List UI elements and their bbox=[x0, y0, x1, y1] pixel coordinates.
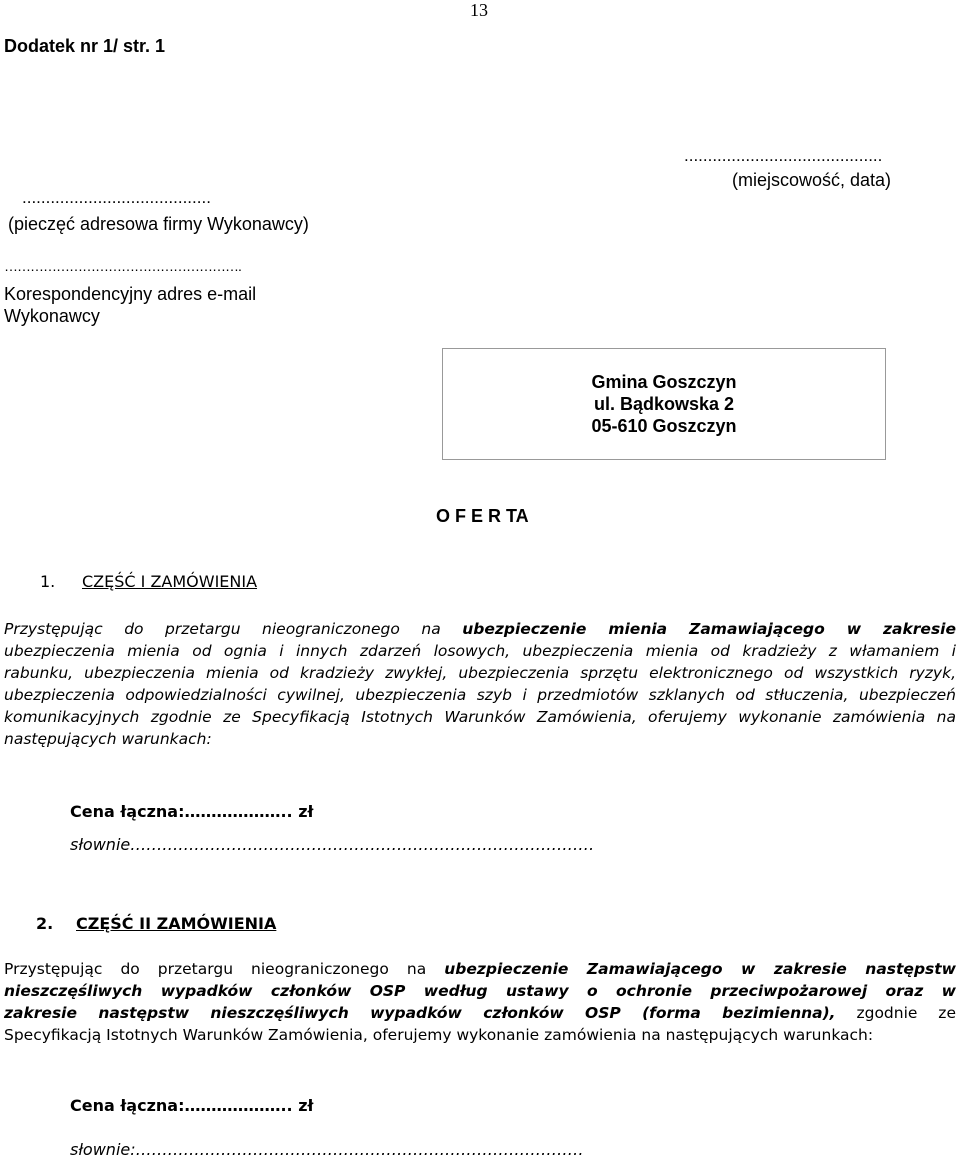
part2-subject-text: ubezpieczenie Zamawiającego w zakresie następstw bbox=[444, 960, 956, 978]
offer-title: O F E R TA bbox=[436, 506, 529, 526]
part1-heading: CZĘŚĆ I ZAMÓWIENIA bbox=[82, 572, 258, 591]
addressee-line2: ul. Bądkowska 2 bbox=[593, 394, 735, 414]
part2-line3-tail: zgodnie ze bbox=[835, 1004, 956, 1022]
part2-intro-text: Przystępując do przetargu nieograniczonego na bbox=[4, 960, 445, 978]
part1-line6: następujących warunkach: bbox=[4, 730, 212, 748]
part1-line5: komunikacyjnych zgodnie ze Specyfikacją Istotnych Warunków Zamówienia, oferujemy wykonanie zamówienia na bbox=[4, 708, 956, 726]
part2-number: 2. bbox=[36, 914, 54, 933]
part2-line2: nieszczęśliwych wypadków członków OSP według ustawy o ochronie przeciwpożarowej oraz w bbox=[4, 982, 956, 1000]
part2-heading: CZĘŚĆ II ZAMÓWIENIA bbox=[76, 914, 277, 933]
part1-words-label: słownie…………………………………………………………………………… bbox=[70, 835, 595, 854]
part2-line4: Specyfikacją Istotnych Warunków Zamówienia, oferujemy wykonanie zamówienia na następujących warunkach: bbox=[4, 1026, 874, 1044]
stamp-label: (pieczęć adresowa firmy Wykonawcy) bbox=[8, 214, 309, 234]
part1-price-label: Cena łączna:……………….. zł bbox=[70, 802, 314, 821]
part1-line4: ubezpieczenia odpowiedzialności cywilnej, ubezpieczenia szyb i przedmiotów szklanych od stłuczenia, ubezpieczeń bbox=[4, 686, 956, 704]
appendix-label: Dodatek nr 1/ str. 1 bbox=[4, 36, 166, 56]
part1-subject-text: ubezpieczenie mienia Zamawiającego w zakresie bbox=[462, 620, 956, 638]
part2-words-label: słownie:………………………………………………………………………… bbox=[70, 1140, 584, 1159]
page-number: 13 bbox=[470, 0, 488, 20]
part2-paragraph bbox=[4, 958, 956, 1046]
part1-intro-text: Przystępując do przetargu nieograniczonego na bbox=[4, 620, 463, 638]
stamp-dots: ........................................ bbox=[22, 188, 211, 207]
part2-price-label: Cena łączna:……………….. zł bbox=[70, 1096, 314, 1115]
email-dots: ………………………………………………. bbox=[4, 258, 241, 274]
place-date-dots: .......................................... bbox=[684, 146, 883, 165]
part1-number: 1. bbox=[40, 572, 56, 591]
email-label-line1: Korespondencyjny adres e-mail bbox=[4, 284, 257, 304]
part1-line2: ubezpieczenia mienia od ognia i innych zdarzeń losowych, ubezpieczenia mienia od kradzieży z włamaniem i bbox=[4, 642, 956, 660]
part2-line3-bold: zakresie następstw nieszczęśliwych wypadków członków OSP (forma bezimienna), bbox=[4, 1004, 836, 1022]
addressee-line1: Gmina Goszczyn bbox=[591, 372, 737, 392]
addressee-box bbox=[442, 348, 886, 460]
email-label-line2: Wykonawcy bbox=[4, 306, 100, 326]
part1-paragraph bbox=[4, 618, 956, 750]
addressee-line3: 05-610 Goszczyn bbox=[591, 416, 737, 436]
place-date-label: (miejscowość, data) bbox=[732, 170, 892, 190]
part1-line3: rabunku, ubezpieczenia mienia od kradzieży zwykłej, ubezpieczenia sprzętu elektronicznego od wszystkich ryzyk, bbox=[4, 664, 956, 682]
